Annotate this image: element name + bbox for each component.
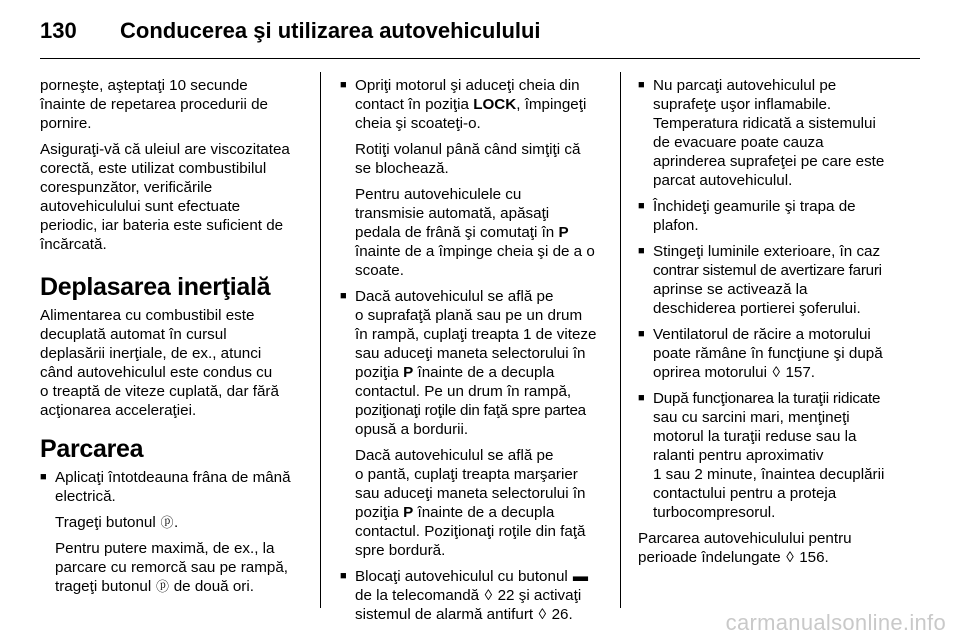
column-divider-1: [320, 72, 321, 608]
list-item: ■ Blocaţi autovehiculul cu butonul ▬ de la telecomandă ◊ 22 şi activaţi sistemul de alarmă antifurt ◊ 26.: [340, 567, 606, 624]
parking-brake-icon: ⓟ: [155, 579, 169, 594]
reference-icon: ◊: [772, 364, 780, 381]
watermark: carmanualsonline.info: [725, 610, 946, 635]
list-item: ■ Stingeţi luminile exterioare, în caz contrar sistemul de avertizare faruri aprinse se activează la deschiderea portierei şoferului.: [638, 242, 906, 318]
paragraph: Alimentarea cu combustibil este decuplată automat în cursul deplasării inerţiale, de ex., atunci când autovehiculul este condus cu o treaptă de viteze cuplată, dar fără acţionarea acceleraţiei.: [40, 307, 279, 419]
bullet-list: [638, 76, 906, 522]
header-divider: [40, 58, 920, 59]
paragraph: Asiguraţi-vă că uleiul are viscozitatea corectă, este utilizat combustibilul corespunzător, verificările autovehiculului sunt efectuate periodic, iar bateria este suficient de încărcată.: [40, 141, 290, 253]
page-number: 130: [40, 18, 77, 43]
column-3: [638, 76, 906, 574]
section-heading: Parcarea: [40, 435, 144, 463]
paragraph: porneşte, aşteptaţi 10 secunde înainte de repetarea procedurii de pornire.: [40, 77, 268, 132]
reference-icon: ◊: [484, 587, 493, 604]
column-2: [340, 76, 606, 631]
list-item: ■ Ventilatorul de răcire a motorului poate rămâne în funcţiune şi după oprirea motorului ◊ 157.: [638, 325, 906, 382]
reference-icon: ◊: [786, 549, 794, 566]
list-item: ■ Nu parcaţi autovehiculul pe suprafeţe uşor inflamabile. Temperatura ridicată a sistemului de evacuare poate cauza aprinderea suprafeţei pe care este parcat autovehiculul.: [638, 76, 906, 190]
list-item: ■ Aplicaţi întotdeauna frâna de mână electrică. Trageţi butonul ⓟ. Pentru putere maximă, de ex., la parcare cu remorcă sau pe rampă, trageţi butonul ⓟ de două ori.: [40, 468, 306, 596]
bullet-list: [40, 468, 306, 596]
column-divider-2: [620, 72, 621, 608]
lock-icon: ▬: [572, 568, 588, 585]
list-item: ■ Opriţi motorul şi aduceţi cheia din contact în poziţia LOCK, împingeţi cheia şi scoateţi-o. Rotiţi volanul până când simţiţi că se blochează. Pentru autovehiculele cu transmisie automată, apăsaţi pedala de frână şi comutaţi în P înainte de a împinge cheia şi de a o scoate.: [340, 76, 606, 280]
reference-icon: ◊: [538, 606, 547, 623]
page-header: [40, 14, 920, 54]
list-item: ■ Închideţi geamurile şi trapa de plafon.: [638, 197, 906, 235]
parking-brake-icon: ⓟ: [160, 515, 174, 530]
page-title: Conducerea şi utilizarea autovehiculului: [120, 18, 541, 43]
column-1: [40, 76, 306, 603]
list-item: ■ După funcţionarea la turaţii ridicate sau cu sarcini mari, menţineţi motorul la turaţii reduse sau la ralanti pentru aproximativ 1 sau 2 minute, înaintea decuplării contactului pentru a proteja turbocompresorul.: [638, 389, 906, 522]
bullet-list: [340, 76, 606, 624]
section-heading: Deplasarea inerţială: [40, 273, 271, 301]
paragraph: Parcarea autovehiculului pentru perioade îndelungate ◊ 156.: [638, 530, 852, 566]
list-item: ■ Dacă autovehiculul se află pe o suprafaţă plană sau pe un drum în rampă, cuplaţi treapta 1 de viteze sau aduceţi maneta selectorului în poziţia P înainte de a decupla contactul. Pe un drum în rampă, poziţionaţi roţile din faţă spre partea opusă a bordurii. Dacă autovehiculul se află pe o pantă, cuplaţi treapta marşarier sau aduceţi maneta selectorului în poziţia P înainte de a decupla contactul. Poziţionaţi roţile din faţă spre bordură.: [340, 287, 606, 560]
